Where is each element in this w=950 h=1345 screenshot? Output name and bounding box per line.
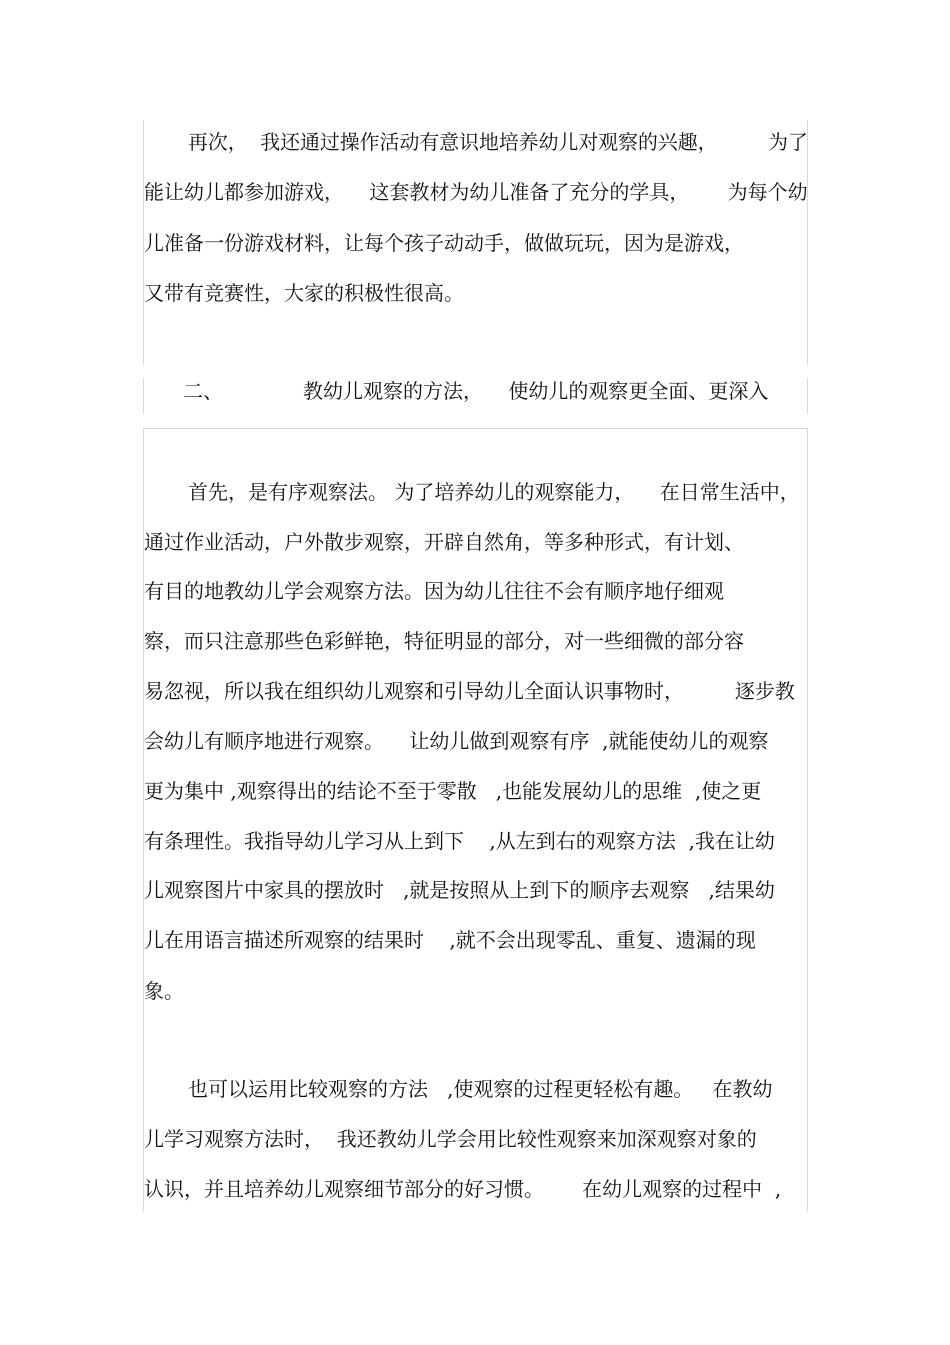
paragraph-line: 通过作业活动，户外散步观察，开辟自然角，等多种形式，有计划、	[144, 530, 744, 554]
paragraph-line: 更为集中 ,观察得出的结论不至于零散 ,也能发展幼儿的思维 ,使之更	[144, 779, 762, 803]
section-number: 二、	[183, 379, 223, 403]
paragraph-line: 有条理性。我指导幼儿学习从上到下 ,从左到右的观察方法 ,我在让幼	[144, 829, 775, 853]
paragraph-line: 察，而只注意那些色彩鲜艳，特征明显的部分，对一些细微的部分容	[144, 629, 744, 653]
paragraph-line: 易忽视，所以我在组织幼儿观察和引导幼儿全面认识事物时， 逐步教	[144, 679, 795, 703]
paragraph-line: 也可以运用比较观察的方法 ,使观察的过程更轻松有趣。 在教幼	[188, 1077, 773, 1101]
paragraph-line: 有目的地教幼儿学会观察方法。因为幼儿往往不会有顺序地仔细观	[144, 579, 724, 603]
paragraph-line: 象。	[144, 979, 184, 1003]
paragraph-line: 又带有竞赛性，大家的积极性很高。	[144, 281, 464, 305]
paragraph-line: 会幼儿有顺序地进行观察。 让幼儿做到观察有序 ,就能使幼儿的观察	[144, 729, 769, 753]
paragraph-line: 能让幼儿都参加游戏， 这套教材为幼儿准备了充分的学具， 为每个幼	[144, 180, 808, 204]
paragraph-line: 儿在用语言描述所观察的结果时 ,就不会出现零乱、重复、遗漏的现	[144, 928, 756, 952]
paragraph-line: 儿准备一份游戏材料，让每个孩子动动手，做做玩玩，因为是游戏，	[144, 231, 744, 255]
section-title: 教幼儿观察的方法， 使幼儿的观察更全面、更深入	[303, 379, 769, 403]
paragraph-line: 首先，是有序观察法。 为了培养幼儿的观察能力， 在日常生活中，	[188, 480, 800, 504]
paragraph-line: 认识，并且培养幼儿观察细节部分的好习惯。 在幼儿观察的过程中 ,	[144, 1177, 782, 1201]
paragraph-line: 再次， 我还通过操作活动有意识地培养幼儿对观察的兴趣， 为了	[188, 130, 808, 154]
paragraph-line: 儿学习观察方法时， 我还教幼儿学会用比较性观察来加深观察对象的	[144, 1127, 757, 1151]
paragraph-line: 儿观察图片中家具的摆放时 ,就是按照从上到下的顺序去观察 ,结果幼	[144, 878, 775, 902]
